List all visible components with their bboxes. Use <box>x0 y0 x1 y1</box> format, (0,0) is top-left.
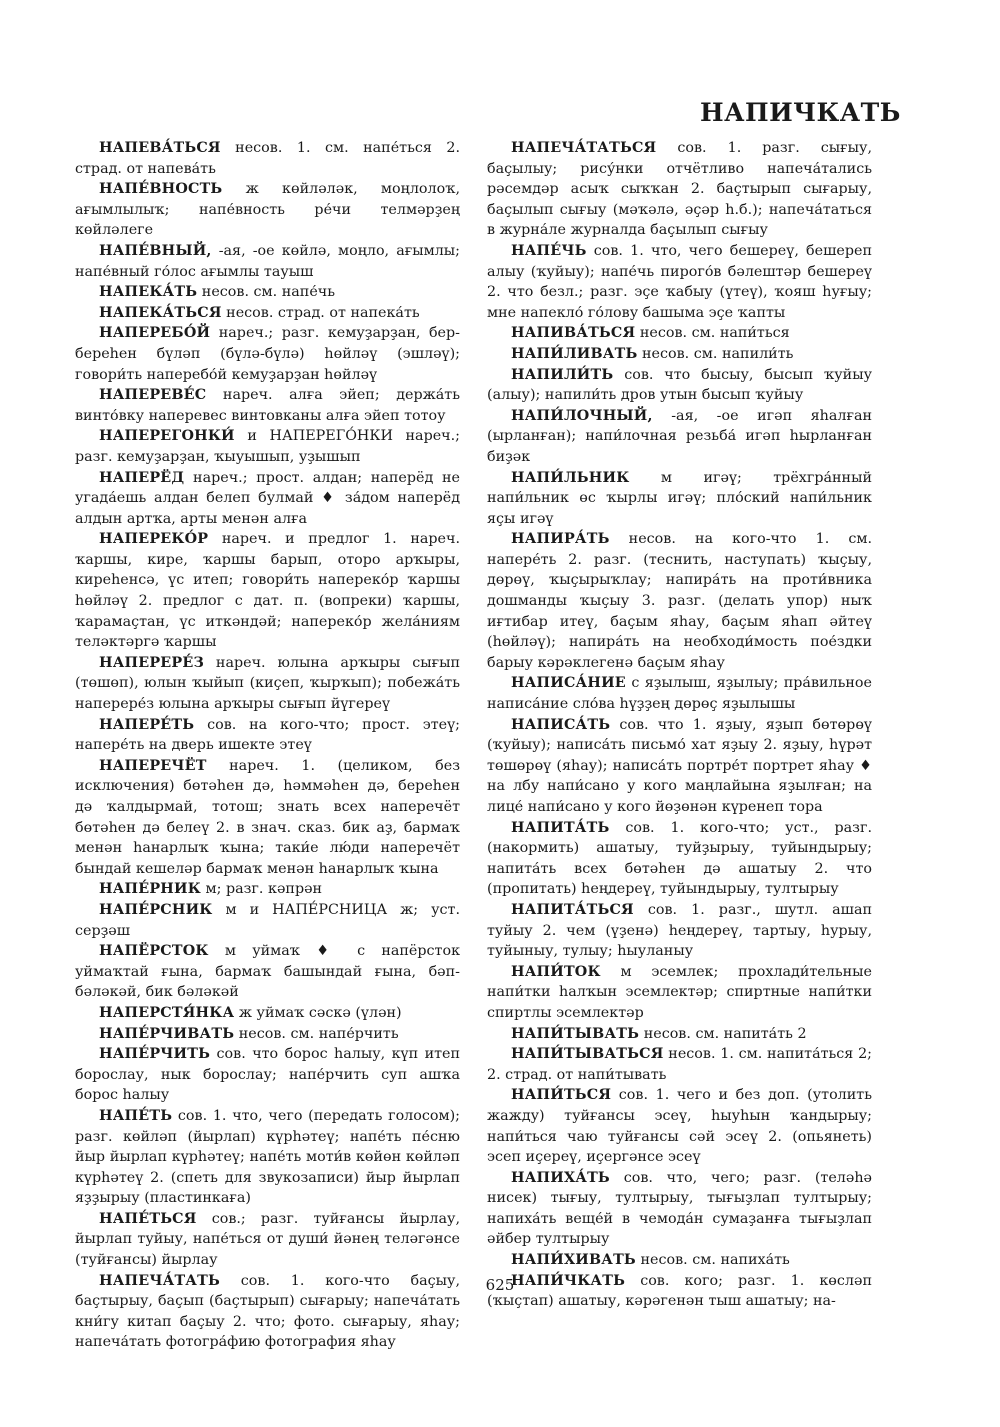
entry-definition: сов. 1. кого-что; уст., разг. (накормить) ашатыу, туйҙырыу, туйындырыу; напита́ть всех бөтәһен дә ашатыу 2. что (пропитать) һеңдереү, туйындырыу, тултырыу <box>487 819 872 898</box>
entry-definition: и НАПЕРЕГО́НКИ нареч.; разг. кемуҙарҙан, ҡыуышып, уҙышып <box>75 428 460 465</box>
dictionary-entry <box>487 962 872 1024</box>
entry-headword: НАПИ́ЛЬНИК <box>511 469 630 486</box>
dictionary-entry <box>75 303 460 324</box>
entry-definition: сов. на кого-что; прост. этеү; напере́ть на дверь ишекте этеү <box>75 716 460 754</box>
dictionary-entry <box>75 468 460 530</box>
entry-headword: НАПИСА́НИЕ <box>511 675 626 692</box>
entry-definition: м и НАПЕ́РСНИЦА ж; уст. серҙәш <box>75 901 460 939</box>
entry-definition: сов. что бысыу, бысып ҡуйыу (алыу); напили́ть дров утын бысып ҡуйыу <box>487 366 872 404</box>
entry-definition: сов. 1. что, чего бешереү, бешереп алыу (ҡуйыу); напе́чь пирого́в бәлештәр бешереү 2. что безл.; разг. эҫе ҡабыу (үтеү), ҡояш һуғыу; мне напекло́ го́лову башыма эҫе ҡапты <box>487 242 872 321</box>
entry-definition: нареч.; разг. кемуҙарҙан, бер-береһен бүләп (бүлә-бүлә) һөйләү (эшләү); говори́ть наперебо́й кемуҙарҙан һөйләү <box>75 325 460 383</box>
entry-definition: несов. см. напита́ть 2 <box>639 1025 807 1042</box>
dictionary-entry <box>487 673 872 714</box>
dictionary-entry <box>75 241 460 282</box>
dictionary-entry <box>487 365 872 406</box>
entry-definition: сов. что 1. яҙыу, яҙып бөтөрөү (ҡуйыу); написа́ть письмо́ хат яҙыу 2. яҙыу, һүрәт төшөрөү (яһау); написа́ть портре́т портрет яһау ♦ на лбу напи́сано у кого маңлайына яҙылған; на лице́ напи́сано у кого йөҙөнән күренеп тора <box>487 716 872 815</box>
entry-definition: несов. страд. от напека́ть <box>221 304 420 321</box>
entry-definition: несов. см. напи́ться <box>635 325 790 342</box>
entry-headword: НАПЕ́ТЬСЯ <box>99 1210 197 1227</box>
dictionary-entry <box>75 323 460 385</box>
entry-headword: НАПЕРЕЧЁТ <box>99 757 207 774</box>
entry-definition: сов.; разг. туйғансы йырлау, йырлап туйыу, напе́ться от души́ йәнең теләгәнсе (туйғансы) йырлау <box>75 1210 460 1269</box>
dictionary-entry <box>75 1003 460 1024</box>
dictionary-entry <box>487 818 872 900</box>
dictionary-entry <box>487 138 872 241</box>
dictionary-entry <box>75 426 460 467</box>
entry-headword: НАПЕ́РЧИТЬ <box>99 1046 211 1063</box>
dictionary-entry <box>487 715 872 818</box>
dictionary-entry <box>75 653 460 715</box>
left-column <box>75 138 460 1353</box>
entry-definition: сов. 1. чего и без доп. (утолить жажду) туйғансы эсеү, һыуһын ҡандырыу; напи́ться чаю туйғансы сәй эсеү 2. (опьянеть) эсеп иҫереү, иҫергәнсе эсеү <box>487 1087 872 1166</box>
entry-definition: несов. на кого-что 1. см. напере́ть 2. разг. (теснить, наступать) ҡыҫыу, дөрөү, ҡыҫырыҡлау; напира́ть на проти́вника дошманды ҡыҫыу 3. разг. (делать упор) ныҡ иғтибар итеү, баҫым яһау, баҫым яһап әйтеү (һөйләү); напира́ть на необходи́мость пое́здки барыу кәрәклегенә баҫым яһау <box>487 531 872 671</box>
dictionary-entry <box>487 1044 872 1085</box>
entry-headword: НАПЕЧА́ТАТЬ <box>99 1272 220 1289</box>
entry-definition: несов. см. напили́ть <box>637 345 794 362</box>
entry-headword: НАПИ́ЛОЧНЫЙ, <box>511 407 653 424</box>
entry-headword: НАПЕРЕКО́Р <box>99 531 209 548</box>
entry-headword: НАПИ́ЧКАТЬ <box>511 1272 626 1289</box>
entry-headword: НАПЁРСТОК <box>99 943 209 960</box>
entry-definition: нареч. 1. (целиком, без исключения) бөтәһен дә, һәммәһен дә, береһен дә ҡалдырмай, тотош; знать всех наперечёт бөтәһен дә белеү 2. в знач. сказ. бик аҙ, бармаҡ менән һанарлыҡ ҡына; таки́е лю́ди наперечёт бындай кешеләр бармаҡ менән һанарлыҡ ҡына <box>75 757 460 877</box>
entry-definition: несов. 1. см. напе́ться 2. страд. от напева́ть <box>75 140 460 177</box>
entry-definition: м уймаҡ ♦ с напёрсток уймаҡтай ғына, бармаҡ башындай ғына, бәп-бәләкәй, бик бәләкәй <box>75 943 460 1001</box>
entry-headword: НАПИЛИ́ТЬ <box>511 366 614 383</box>
dictionary-entry <box>75 282 460 303</box>
entry-definition: несов. см. напиха́ть <box>635 1252 790 1269</box>
entry-definition: м; разг. кәпрән <box>200 881 323 898</box>
entry-headword: НАПЕРСТЯ́НКА <box>99 1004 235 1021</box>
dictionary-entry <box>487 1024 872 1045</box>
entry-headword: НАПЕ́ВНОСТЬ <box>99 181 223 198</box>
entry-headword: НАПИ́ЛИВАТЬ <box>511 345 638 362</box>
page-number: 625 <box>485 1276 515 1294</box>
entry-headword: НАПЕ́ВНЫЙ, <box>99 242 212 259</box>
entry-definition: нареч. и предлог 1. нареч. ҡаршы, кире, ҡаршы барып, оторо арҡыры, киреһенсә, үс итеп; говори́ть напереко́р ҡаршы һөйләү 2. предлог с дат. п. (вопреки) ҡаршы, ҡарамаҫтан, үс иткәндәй; напереко́р жела́ниям теләктәргә ҡаршы <box>75 531 460 651</box>
dictionary-entry <box>75 900 460 941</box>
dictionary-entry <box>75 715 460 756</box>
entry-headword: НАПИ́ТЬСЯ <box>511 1087 612 1104</box>
entry-headword: НАПИСА́ТЬ <box>511 716 611 733</box>
dictionary-entry <box>75 1209 460 1271</box>
dictionary-entry <box>487 1168 872 1250</box>
dictionary-entry <box>487 1250 872 1271</box>
entry-definition: несов. 1. см. напита́ться 2; 2. страд. от напи́тывать <box>487 1046 872 1083</box>
entry-definition: ж көйләләк, моңлолоҡ, ағымлылыҡ; напе́вность ре́чи телмәрҙең көйләлеге <box>75 181 460 239</box>
entry-headword: НАПИТА́ТЬ <box>511 819 610 836</box>
dictionary-entry <box>75 756 460 880</box>
entry-definition: с яҙылыш, яҙылыу; пра́вильное написа́ние сло́ва һүҙҙең дөрөҫ яҙылышы <box>487 675 872 713</box>
entry-headword: НАПИРА́ТЬ <box>511 531 610 548</box>
entry-definition: сов. 1. разг., шутл. ашап туйыу 2. чем (үҙенә) һеңдереү, тартыу, һурыу, туйыныу, тулыу; һыуланыу <box>487 901 872 960</box>
dictionary-entry <box>75 385 460 426</box>
dictionary-entry <box>75 1106 460 1209</box>
dictionary-entry <box>75 879 460 900</box>
entry-headword: НАПЕРЕ́ТЬ <box>99 716 195 733</box>
dictionary-entry <box>75 1024 460 1045</box>
dictionary-entry <box>75 179 460 241</box>
entry-headword: НАПИВА́ТЬСЯ <box>511 325 636 342</box>
entry-headword: НАПЕВА́ТЬСЯ <box>99 140 221 156</box>
dictionary-entry <box>487 323 872 344</box>
entry-headword: НАПЕЧА́ТАТЬСЯ <box>511 140 657 156</box>
entry-definition: сов. 1. кого-что баҫыу, баҫтырыу, баҫып (баҫтырып) сығарыу; напеча́тать кни́гу китап баҫыу 2. что; фото. сығарыу, яһау; напеча́тать фотогра́фию фотография яһау <box>75 1272 460 1351</box>
entry-definition: несов. см. напе́рчить <box>234 1025 399 1042</box>
dictionary-entry <box>75 529 460 653</box>
entry-definition: нареч.; прост. алдан; наперёд не угада́ешь алдан белеп булмай ♦ за́дом наперёд алдын артҡа, арты менән алға <box>75 469 460 527</box>
entry-headword: НАПЕРЕРЕ́З <box>99 654 204 671</box>
entry-headword: НАПЕРЕБО́Й <box>99 325 211 342</box>
right-column <box>487 138 872 1312</box>
entry-definition: сов. 1. разг. сығыу, баҫылыу; рису́нки отчётливо напеча́тались рәсемдәр асыҡ сыҡҡан 2. баҫтырып сығарыу, баҫылып сығыу (мәҡәлә, әҫәр һ.б.); напеча́таться в журна́ле журналда баҫылып сығыу <box>487 140 872 239</box>
entry-definition: нареч. алға эйеп; держа́ть винто́вку наперевес винтовканы алға эйеп тотоу <box>75 387 460 424</box>
dictionary-entry <box>75 138 460 179</box>
entry-definition: -ая, -ое көйлә, моңло, ағымлы; напе́вный го́лос ағымлы тауыш <box>75 242 460 280</box>
dictionary-entry <box>487 406 872 468</box>
entry-headword: НАПИ́ТЫВАТЬ <box>511 1025 640 1042</box>
entry-definition: -ая, -ое игәп яһалған (ырланған); напи́лочная резьба́ игәп һырланған биҙәк <box>487 407 872 465</box>
dictionary-entry <box>487 529 872 673</box>
entry-headword: НАПИХА́ТЬ <box>511 1169 610 1186</box>
entry-headword: НАПЕ́РЧИВАТЬ <box>99 1025 235 1042</box>
entry-headword: НАПИТА́ТЬСЯ <box>511 901 634 918</box>
entry-definition: сов. что борос һалыу, күп итеп борослау, нык борослау; напе́рчить суп ашҡа борос һалыу <box>75 1046 460 1104</box>
entry-definition: нареч. юлына арҡыры сығып (төшөп), юлын ҡыйып (киҫеп, ҡырҡып); побежа́ть наперере́з юлына арҡыры сығып йүгереү <box>75 654 460 713</box>
dictionary-entry <box>75 1044 460 1106</box>
entry-definition: сов. кого; разг. 1. көсләп (ҡыҫтап) ашатыу, кәрәгенән тыш ашатыу; на- <box>487 1272 872 1310</box>
dictionary-entry <box>487 344 872 365</box>
entry-definition: сов. что, чего; разг. (теләһә нисек) тығыу, тултырыу, тығыҙлап тултырыу; напиха́ть веще́й в чемода́н сумаҙанға тығыҙлап әйбер тултырыу <box>487 1169 872 1248</box>
dictionary-entry <box>487 468 872 530</box>
entry-headword: НАПЕКА́ТЬСЯ <box>99 304 222 321</box>
entry-headword: НАПИ́ТЫВАТЬСЯ <box>511 1046 664 1063</box>
entry-definition: м игәү; трёхгра́нный напи́льник өс ҡырлы игәү; пло́ский напи́льник яҫы игәү <box>487 469 872 527</box>
entry-headword: НАПЕРЁД <box>99 469 185 486</box>
dictionary-entry <box>487 241 872 323</box>
entry-definition: ж уймаҡ сәскә (үлән) <box>234 1004 402 1021</box>
dictionary-entry <box>487 900 872 962</box>
entry-headword: НАПИ́ТОК <box>511 963 601 980</box>
entry-headword: НАПЕ́ТЬ <box>99 1107 173 1124</box>
entry-definition: сов. 1. что, чего (передать голосом); разг. көйләп (йырлап) күрһәтеү; напе́ть пе́сню йыр йырлап күрһәтеү; напе́ть моти́в көйөн көйләп күрһәтеү 2. (спеть для звукозаписи) йыр йырлап яҙҙырыу (пластинкаға) <box>75 1107 460 1207</box>
entry-headword: НАПИ́ХИВАТЬ <box>511 1252 636 1269</box>
running-head: НАПИЧКАТЬ <box>700 98 901 127</box>
entry-headword: НАПЕКА́ТЬ <box>99 284 198 301</box>
entry-headword: НАПЕ́РСНИК <box>99 901 213 918</box>
entry-definition: несов. см. напе́чь <box>197 284 336 301</box>
entry-headword: НАПЕРЕВЕ́С <box>99 387 207 404</box>
dictionary-entry <box>75 941 460 1003</box>
entry-headword: НАПЕ́РНИК <box>99 881 201 898</box>
entry-headword: НАПЕ́ЧЬ <box>511 242 587 259</box>
entry-definition: м эсемлек; прохлади́тельные напи́тки һалҡын эсемлектәр; спиртные напи́тки спиртлы эсемлектәр <box>487 963 872 1021</box>
entry-headword: НАПЕРЕГОНКИ́ <box>99 428 235 445</box>
dictionary-entry <box>487 1085 872 1167</box>
